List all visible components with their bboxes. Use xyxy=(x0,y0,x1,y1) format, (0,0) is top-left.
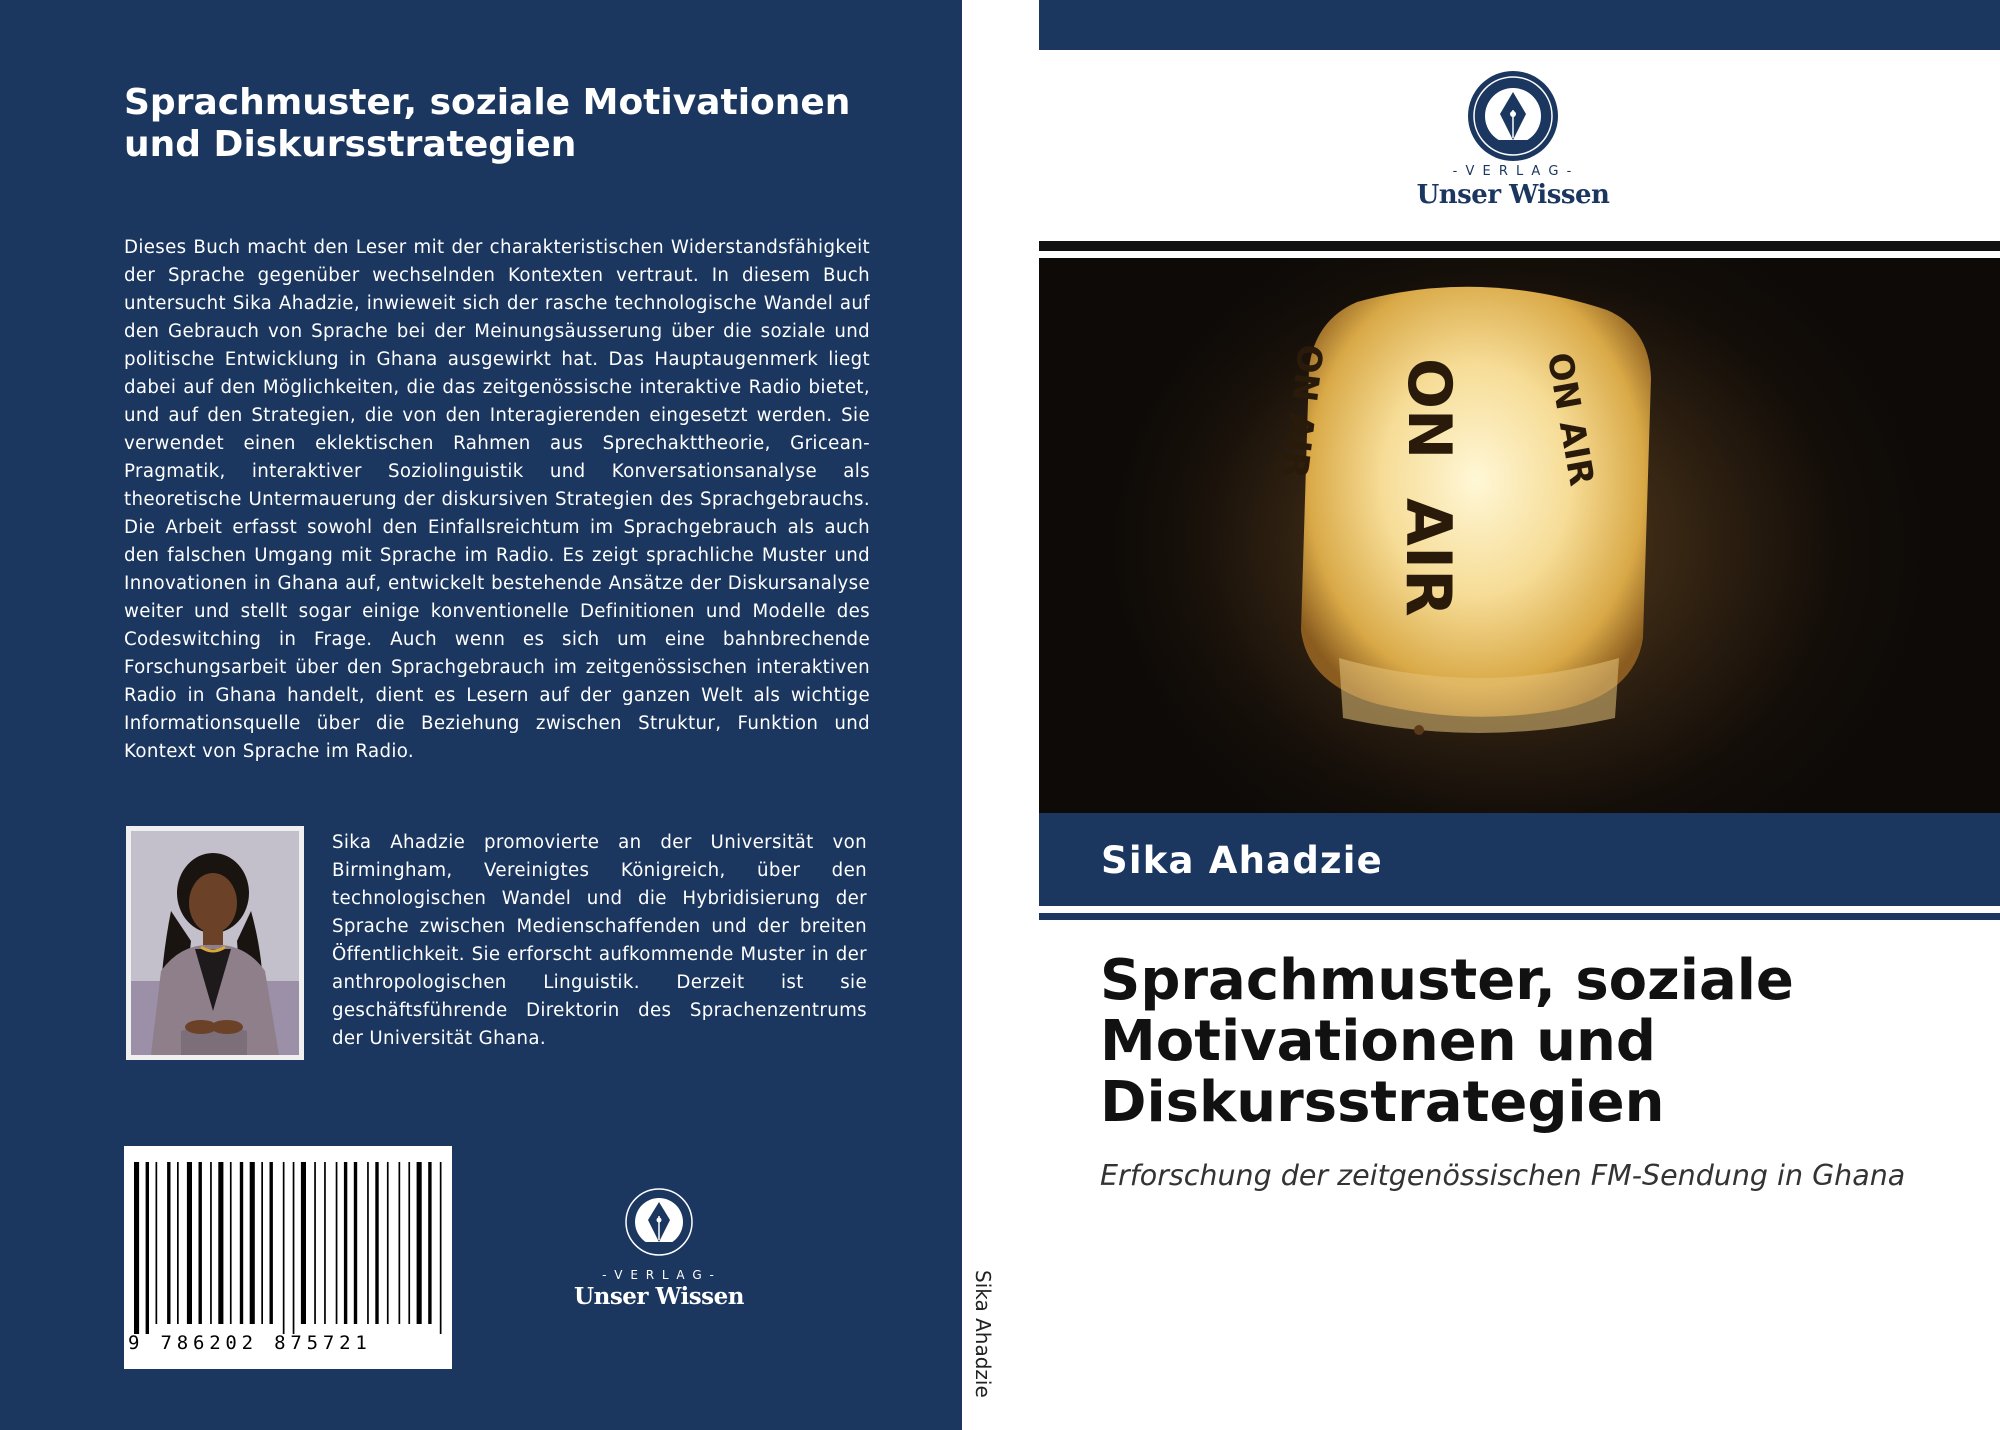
back-cover xyxy=(0,0,962,1430)
barcode-bar xyxy=(270,1162,273,1324)
barcode-bar xyxy=(134,1162,139,1334)
sign-center-on: ON xyxy=(1394,358,1464,460)
barcode-bar xyxy=(240,1162,243,1324)
barcode-bar xyxy=(283,1162,285,1334)
barcode-bar xyxy=(199,1162,202,1324)
barcode-bar xyxy=(156,1162,158,1324)
divider-bar-bottom xyxy=(1039,913,2000,920)
author-biography: Sika Ahadzie promovierte an der Universität von Birmingham, Vereinigtes Königreich, über den technologischen Wandel und die Hybridisierung der Sprache zwischen Medienschaffenden und der breiten Öffentlichkeit. Sie erforscht aufkommende Muster in der anthropologischen Linguistik. Derzeit ist sie geschäftsführende Direktorin des Sprachenzentrums der Universität Ghana. xyxy=(332,832,867,1049)
barcode-bar xyxy=(314,1162,316,1324)
divider-bar-top xyxy=(1039,241,2000,251)
barcode-bar xyxy=(250,1162,255,1324)
barcode-bar xyxy=(367,1162,369,1324)
pen-nib-seal-icon xyxy=(1410,70,1616,170)
barcode-bar xyxy=(230,1162,232,1324)
barcode-bar xyxy=(440,1162,442,1334)
publisher-verlag-label: - V E R L A G - xyxy=(1452,164,1574,179)
publisher-verlag-label: - V E R L A G - xyxy=(602,1268,716,1282)
front-author-name: Sika Ahadzie xyxy=(1101,839,1383,882)
barcode-bar xyxy=(417,1162,422,1324)
barcode-bar xyxy=(354,1162,357,1324)
back-cover-title: Sprachmuster, soziale Motivationen und Diskursstrategien xyxy=(124,82,851,165)
back-publisher-logo xyxy=(556,1184,762,1314)
barcode-bar xyxy=(293,1162,295,1334)
sign-right-on-air: ON AIR xyxy=(1538,349,1602,489)
barcode-bar xyxy=(187,1162,192,1324)
sign-center-air: AIR xyxy=(1392,498,1465,617)
barcode-bar xyxy=(399,1162,401,1324)
barcode-bar xyxy=(375,1162,378,1324)
cover-photo-on-air-sign xyxy=(1039,258,2000,813)
barcode-bar xyxy=(408,1162,410,1324)
sign-left-on-air: ON AIR xyxy=(1273,342,1331,481)
isbn-digits: 9 786202 875721 xyxy=(128,1332,372,1354)
barcode-bar xyxy=(344,1162,347,1324)
isbn-barcode xyxy=(124,1146,452,1369)
barcode-bar xyxy=(387,1162,389,1324)
front-cover-subtitle: Erforschung der zeitgenössischen FM-Sendung in Ghana xyxy=(1100,1159,1906,1192)
back-cover-description: Dieses Buch macht den Leser mit der charakteristischen Widerstandsfähigkeit der Sprache gegenüber wechselnden Kontexten vertraut. In diesem Buch untersucht Sika Ahadzie, inwieweit sich der rasche technologische Wandel auf den Gebrauch von Sprache bei der Meinungsäusserung über die soziale und politische Entwicklung in Ghana ausgewirkt hat. Das Hauptaugenmerk liegt dabei auf den Möglichkeiten, die das zeitgenössische interaktive Radio bietet, und auf den Strategien, die von den Interagierenden eingesetzt werden. Sie verwendet einen eklektischen Rahmen aus Sprechakttheorie, Gricean-Pragmatik, interaktiver Soziolinguistik und Konversationsanalyse als theoretische Untermauerung der diskursiven Strategien des Sprachgebrauchs. Die Arbeit erfasst sowohl den Einfallsreichtum im Sprachgebrauch als auch den falschen Umgang mit Sprache im Radio. Es zeigt sprachliche Muster und Innovationen in Ghana auf, entwickelt bestehende Ansätze der Diskursanalyse weiter und stellt sogar einige konventionelle Definitionen und Modelle des Codeswitching in Frage. Auch wenn es sich um eine bahnbrechende Forschungsarbeit über den Sprachgebrauch im zeitgenössischen interaktiven Radio in Ghana handelt, dient es Lesern auf der ganzen Welt als wichtige Informationsquelle über die Beziehung zwischen Struktur, Funktion und Kontext von Sprache im Radio. xyxy=(124,237,870,762)
barcode-bar xyxy=(301,1162,306,1324)
barcode-bar xyxy=(324,1162,326,1324)
front-top-bar xyxy=(1039,0,2000,50)
barcode-bar xyxy=(261,1162,263,1324)
barcode-bar xyxy=(146,1162,149,1334)
front-cover-title: Sprachmuster, soziale Motivationen und Diskursstrategien xyxy=(1100,948,1794,1135)
front-publisher-logo xyxy=(1410,70,1616,216)
author-portrait-image xyxy=(131,831,299,1055)
barcode-bar xyxy=(177,1162,179,1324)
barcode-bar xyxy=(167,1162,170,1324)
author-photo xyxy=(126,826,304,1060)
barcode-bar xyxy=(210,1162,212,1324)
publisher-name: Unser Wissen xyxy=(1416,180,1610,210)
barcode-bar xyxy=(428,1162,431,1324)
barcode-bar xyxy=(336,1162,338,1324)
on-air-lamp-image xyxy=(1039,258,2000,813)
barcode-bar xyxy=(218,1162,223,1324)
spine-author: Sika Ahadzie xyxy=(971,1270,995,1398)
front-author-band xyxy=(1039,813,2000,906)
publisher-name: Unser Wissen xyxy=(574,1283,744,1310)
